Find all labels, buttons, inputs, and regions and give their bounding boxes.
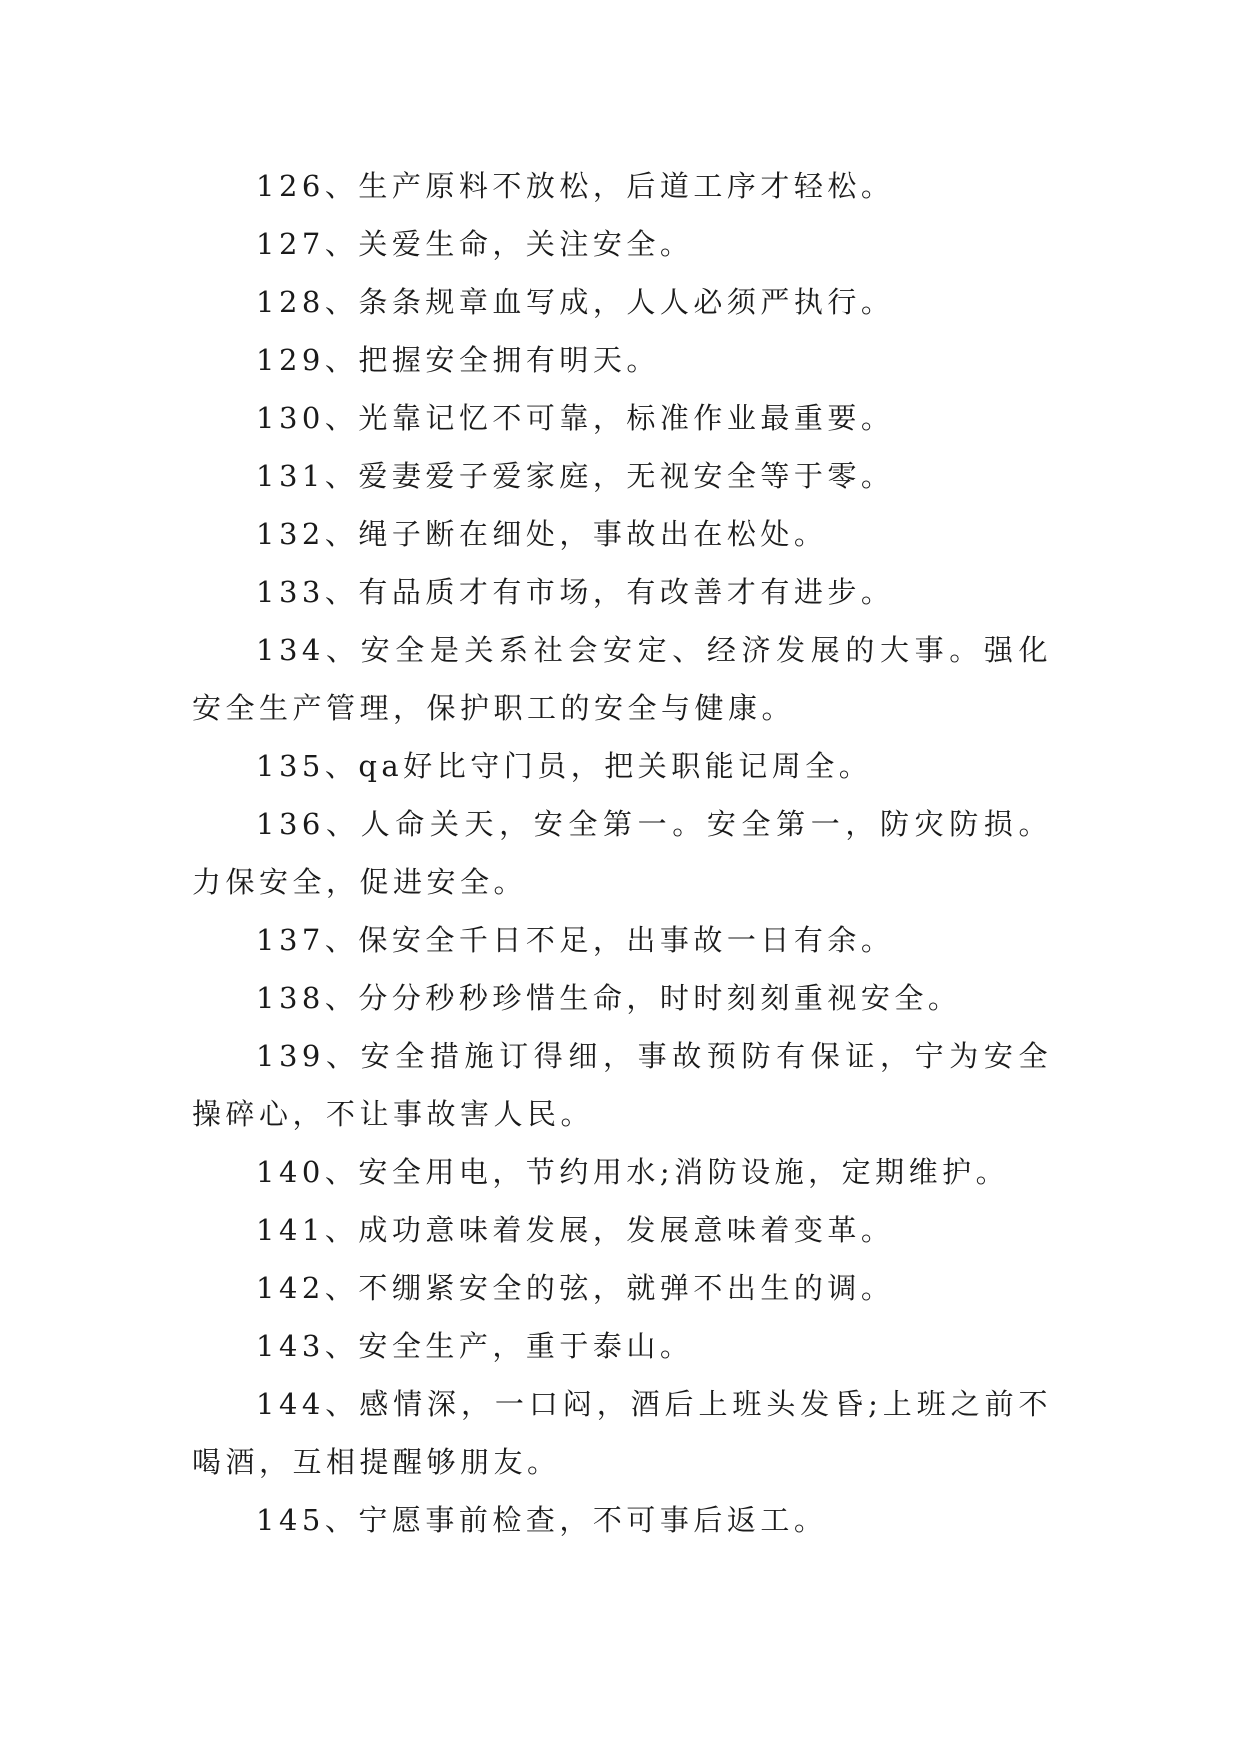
- paragraph-133: 133、有品质才有市场，有改善才有进步。: [256, 575, 895, 609]
- paragraph-142: 142、不绷紧安全的弦，就弹不出生的调。: [256, 1271, 895, 1305]
- paragraph-143: 143、安全生产，重于泰山。: [256, 1329, 694, 1363]
- paragraph-134: 134、安全是关系社会安定、经济发展的大事。强化安全生产管理，保护职工的安全与健康。: [192, 633, 1052, 725]
- paragraph-130: 130、光靠记忆不可靠，标准作业最重要。: [256, 401, 895, 435]
- paragraph-140: 140、安全用电，节约用水;消防设施，定期维护。: [256, 1155, 1010, 1189]
- paragraph-141: 141、成功意味着发展，发展意味着变革。: [256, 1213, 895, 1247]
- paragraph-144: 144、感情深，一口闷，酒后上班头发昏;上班之前不喝酒，互相提醒够朋友。: [192, 1387, 1052, 1479]
- paragraph-138: 138、分分秒秒珍惜生命，时时刻刻重视安全。: [256, 981, 962, 1015]
- paragraph-139: 139、安全措施订得细，事故预防有保证，宁为安全操碎心，不让事故害人民。: [192, 1039, 1052, 1131]
- paragraph-145: 145、宁愿事前检查，不可事后返工。: [256, 1503, 828, 1537]
- paragraph-137: 137、保安全千日不足，出事故一日有余。: [256, 923, 895, 957]
- paragraph-132: 132、绳子断在细处，事故出在松处。: [256, 517, 828, 551]
- document-body: [192, 157, 1052, 1549]
- paragraph-136: 136、人命关天，安全第一。安全第一，防灾防损。力保安全，促进安全。: [192, 807, 1052, 899]
- paragraph-131: 131、爱妻爱子爱家庭，无视安全等于零。: [256, 459, 895, 493]
- paragraph-127: 127、关爱生命，关注安全。: [256, 227, 694, 261]
- paragraph-126: 126、生产原料不放松，后道工序才轻松。: [256, 169, 895, 203]
- paragraph-129: 129、把握安全拥有明天。: [256, 343, 660, 377]
- paragraph-128: 128、条条规章血写成，人人必须严执行。: [256, 285, 895, 319]
- paragraph-135: 135、qa好比守门员，把关职能记周全。: [256, 749, 873, 783]
